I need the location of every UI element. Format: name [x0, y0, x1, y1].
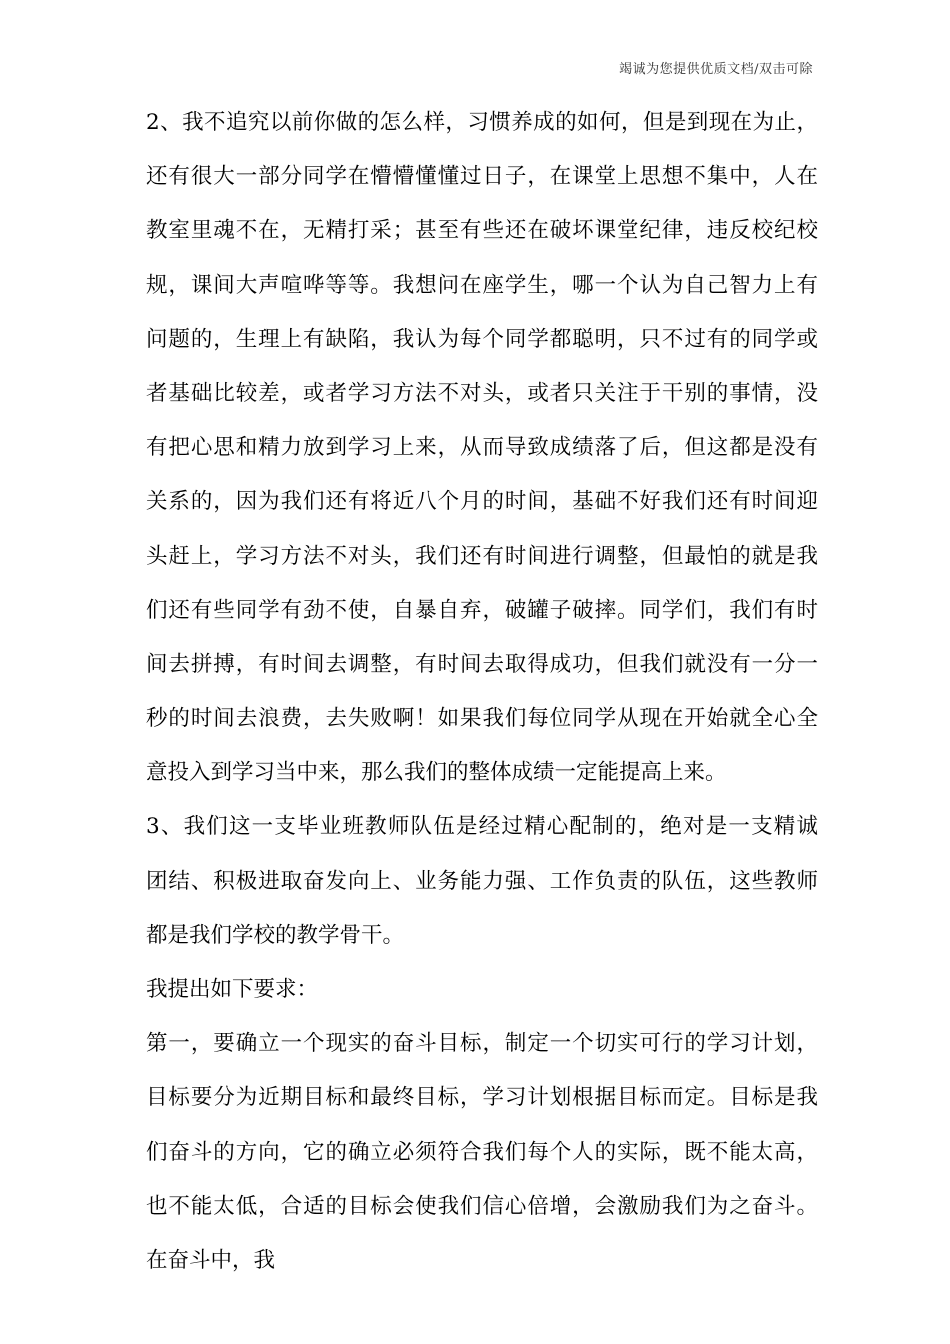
text-line: 我提出如下要求： [146, 977, 319, 1002]
text-line: 3、我们这一支毕业班教师队伍是经过精心配制的，绝对是一支精诚 [146, 814, 818, 840]
text-line: 有把心思和精力放到学习上来，从而导致成绩落了后，但这都是没有 [146, 435, 818, 461]
text-line: 意投入到学习当中来，那么我们的整体成绩一定能提高上来。 [146, 760, 727, 786]
text-line: 问题的，生理上有缺陷，我认为每个同学都聪明，只不过有的同学或 [146, 326, 818, 352]
text-line: 都是我们学校的教学骨干。 [146, 922, 405, 948]
text-line: 关系的，因为我们还有将近八个月的时间，基础不好我们还有时间迎 [146, 489, 818, 515]
header-note: 竭诚为您提供优质文档/双击可除 [619, 62, 813, 77]
text-line: 第一，要确立一个现实的奋斗目标，制定一个切实可行的学习计划， [146, 1031, 818, 1057]
text-line: 在奋斗中，我 [146, 1247, 276, 1273]
text-line: 2、我不追究以前你做的怎么样，习惯养成的如何，但是到现在为止， [146, 110, 818, 135]
text-line: 团结、积极进取奋发向上、业务能力强、工作负责的队伍，这些教师 [146, 868, 818, 894]
text-line: 教室里魂不在，无精打采；甚至有些还在破坏课堂纪律，违反校纪校 [146, 218, 818, 244]
text-line: 还有很大一部分同学在懵懵懂懂过日子，在课堂上思想不集中，人在 [146, 164, 818, 190]
text-line: 间去拼搏，有时间去调整，有时间去取得成功，但我们就没有一分一 [146, 651, 818, 677]
text-line: 目标要分为近期目标和最终目标，学习计划根据目标而定。目标是我 [146, 1085, 818, 1111]
text-line: 秒的时间去浪费，去失败啊！如果我们每位同学从现在开始就全心全 [146, 706, 818, 732]
text-line: 们还有些同学有劲不使，自暴自弃，破罐子破摔。同学们，我们有时 [146, 597, 818, 623]
text-line: 规，课间大声喧哗等等。我想问在座学生，哪一个认为自己智力上有 [146, 272, 818, 298]
text-line: 们奋斗的方向，它的确立必须符合我们每个人的实际，既不能太高， [146, 1139, 818, 1165]
text-line: 也不能太低，合适的目标会使我们信心倍增，会激励我们为之奋斗。 [146, 1193, 818, 1219]
text-line: 者基础比较差，或者学习方法不对头，或者只关注于干别的事情，没 [146, 380, 818, 406]
document-body [146, 96, 818, 1288]
text-line: 头赶上，学习方法不对头，我们还有时间进行调整，但最怕的就是我 [146, 543, 818, 569]
